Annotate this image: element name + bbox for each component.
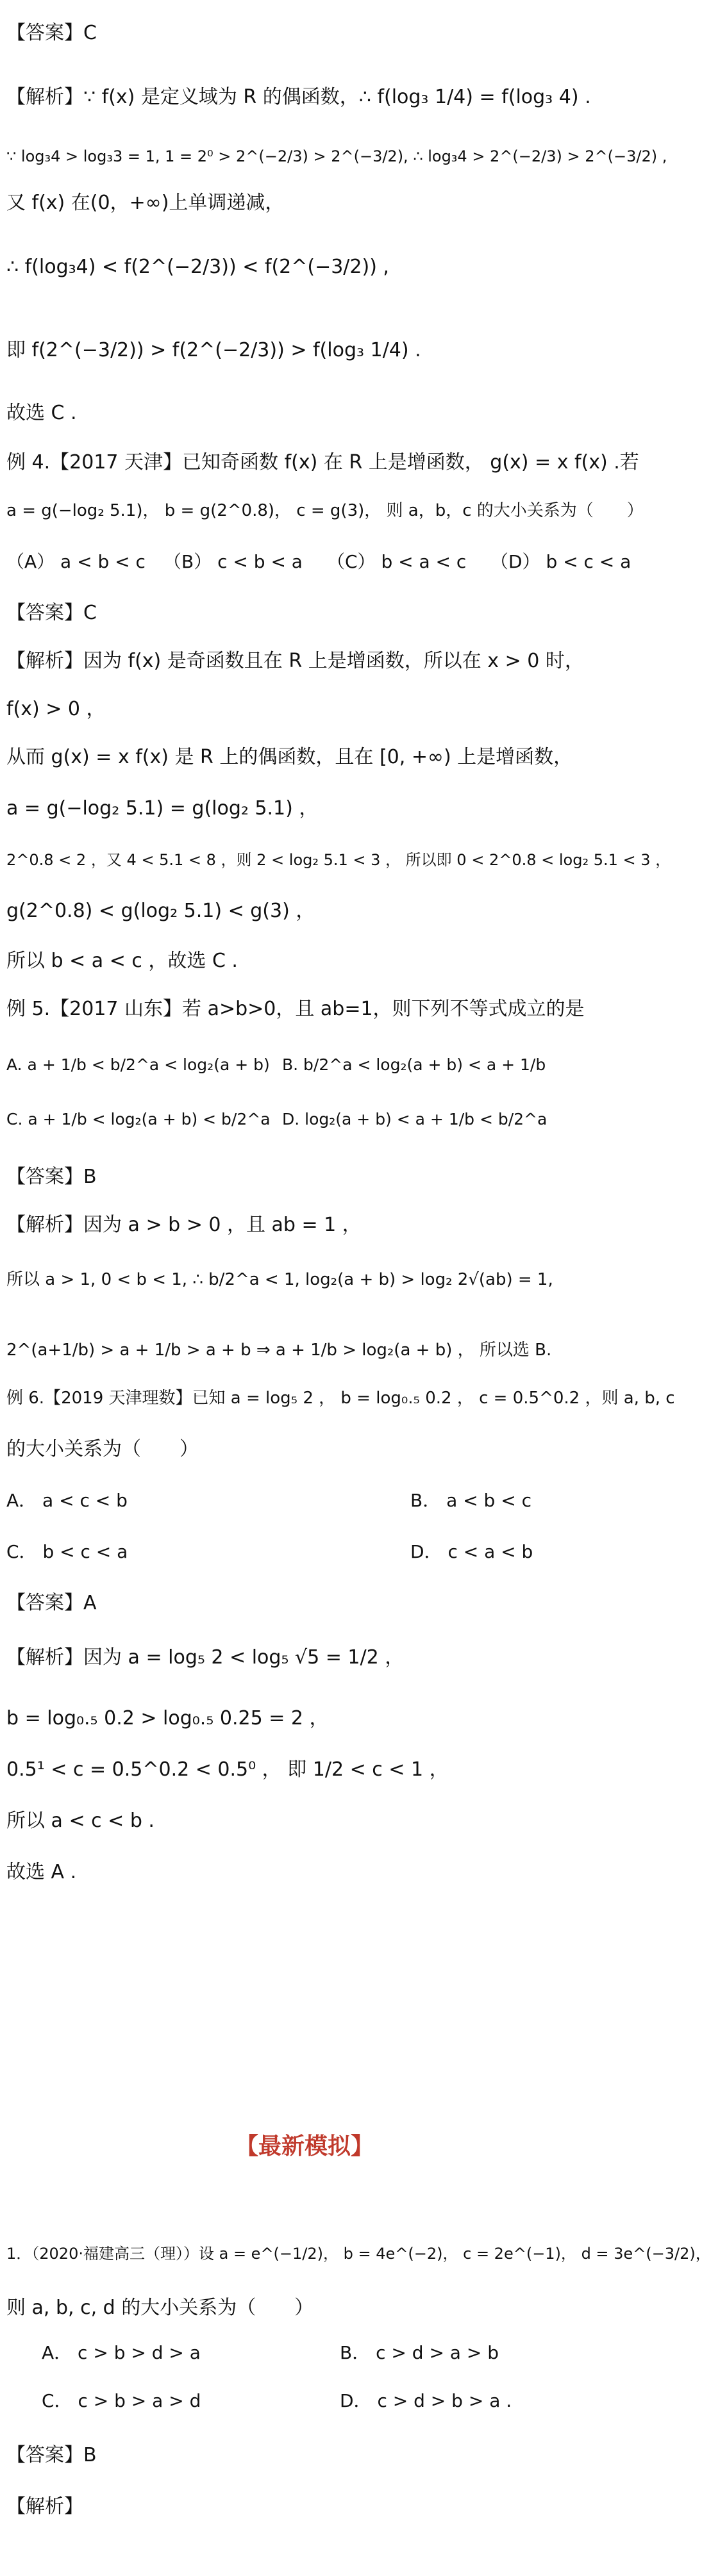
text-line: 例 5.【2017 山东】若 a>b>0，且 ab=1，则下列不等式成立的是 — [6, 998, 585, 1020]
text-line: 【答案】B — [6, 2444, 97, 2466]
answer-option: B． a < b < c — [410, 1490, 531, 1511]
text-line: ∴ f(log₃4) < f(2^(−2/3)) < f(2^(−3/2)) , — [6, 256, 389, 278]
text-line: b = log₀.₅ 0.2 > log₀.₅ 0.25 = 2 ， — [6, 1707, 329, 1730]
text-line: 所以 b < a < c ，故选 C . — [6, 950, 238, 972]
text-line: 【解析】因为 a = log₅ 2 < log₅ √5 = 1/2 ， — [6, 1646, 405, 1669]
answer-option: B． c > d > a > b — [340, 2342, 499, 2363]
text-line: 例 6.【2019 天津理数】已知 a = log₅ 2 ， b = log₀.₅ 0.2 ， c = 0.5^0.2 ，则 a, b, c — [6, 1389, 675, 1408]
text-line: a = g(−log₂ 5.1)， b = g(2^0.8)， c = g(3)， 则 a，b，c 的大小关系为（ ） — [6, 501, 644, 520]
text-line: 故选 A . — [6, 1861, 77, 1883]
answer-option: （D） b < c < a — [490, 551, 632, 572]
answer-option: C. a + 1/b < log₂(a + b) < b/2^a — [6, 1110, 271, 1128]
text-line: 从而 g(x) = x f(x) 是 R 上的偶函数，且在 [0, +∞) 上是增函数， — [6, 746, 573, 768]
text-line: 故选 C . — [6, 402, 77, 424]
text-line: 【答案】C — [6, 22, 97, 44]
text-line: ∵ log₃4 > log₃3 = 1, 1 = 2⁰ > 2^(−2/3) > 2^(−3/2), ∴ log₃4 > 2^(−2/3) > 2^(−3/2) , — [6, 147, 667, 165]
answer-option: C． b < c < a — [6, 1541, 128, 1562]
answer-option: A. a + 1/b < b/2^a < log₂(a + b) — [6, 1055, 270, 1074]
text-line: 2^0.8 < 2 ，又 4 < 5.1 < 8 ，则 2 < log₂ 5.1 < 3 ， 所以即 0 < 2^0.8 < log₂ 5.1 < 3 ， — [6, 851, 671, 869]
text-line: 2^(a+1/b) > a + 1/b > a + b ⇒ a + 1/b > log₂(a + b) ， 所以选 B. — [6, 1341, 552, 1360]
text-line: 【解析】因为 a > b > 0 ，且 ab = 1 ， — [6, 1214, 362, 1236]
text-line: 所以 a > 1, 0 < b < 1, ∴ b/2^a < 1, log₂(a + b) > log₂ 2√(ab) = 1, — [6, 1270, 553, 1289]
text-line: 所以 a < c < b . — [6, 1810, 155, 1832]
text-line: a = g(−log₂ 5.1) = g(log₂ 5.1) ， — [6, 797, 319, 820]
answer-option: D． c < a < b — [410, 1541, 533, 1562]
answer-option: A． c > b > d > a — [42, 2342, 201, 2363]
answer-option: B. b/2^a < log₂(a + b) < a + 1/b — [282, 1055, 546, 1074]
text-line: 【答案】A — [6, 1592, 97, 1614]
text-line: 【解析】因为 f(x) 是奇函数且在 R 上是增函数，所以在 x > 0 时， — [6, 650, 584, 672]
text-line: 【答案】B — [6, 1166, 97, 1188]
text-line: 【解析】 — [6, 2495, 83, 2518]
answer-option: D. log₂(a + b) < a + 1/b < b/2^a — [282, 1110, 548, 1128]
text-line: 例 4.【2017 天津】已知奇函数 f(x) 在 R 上是增函数， g(x) = x f(x) .若 — [6, 451, 639, 474]
answer-option: D． c > d > b > a . — [340, 2390, 512, 2411]
text-line: 1．（2020·福建高三（理））设 a = e^(−1/2)， b = 4e^(−2)， c = 2e^(−1)， d = 3e^(−3/2)， — [6, 2245, 711, 2263]
text-line: 又 f(x) 在(0，+∞)上单调递减， — [6, 192, 285, 214]
answer-option: （C） b < a < c — [327, 551, 467, 572]
text-line: 则 a, b, c, d 的大小关系为（ ） — [6, 2297, 314, 2319]
answer-option: A． a < c < b — [6, 1490, 128, 1511]
text-line: 即 f(2^(−3/2)) > f(2^(−2/3)) > f(log₃ 1/4) . — [6, 339, 421, 361]
text-line: 【解析】∵ f(x) 是定义域为 R 的偶函数，∴ f(log₃ 1/4) = f(log₃ 4) . — [6, 86, 591, 108]
answer-option: （B） c < b < a — [163, 551, 303, 572]
text-line: f(x) > 0 ， — [6, 698, 106, 720]
text-line: g(2^0.8) < g(log₂ 5.1) < g(3) ， — [6, 900, 315, 922]
text-line: 的大小关系为（ ） — [6, 1438, 199, 1460]
answer-option: C． c > b > a > d — [42, 2390, 201, 2411]
section-heading: 【最新模拟】 — [235, 2133, 374, 2159]
answer-option: （A） a < b < c — [6, 551, 146, 572]
text-line: 0.5¹ < c = 0.5^0.2 < 0.5⁰ ， 即 1/2 < c < 1 ， — [6, 1758, 449, 1781]
text-line: 【答案】C — [6, 602, 97, 624]
